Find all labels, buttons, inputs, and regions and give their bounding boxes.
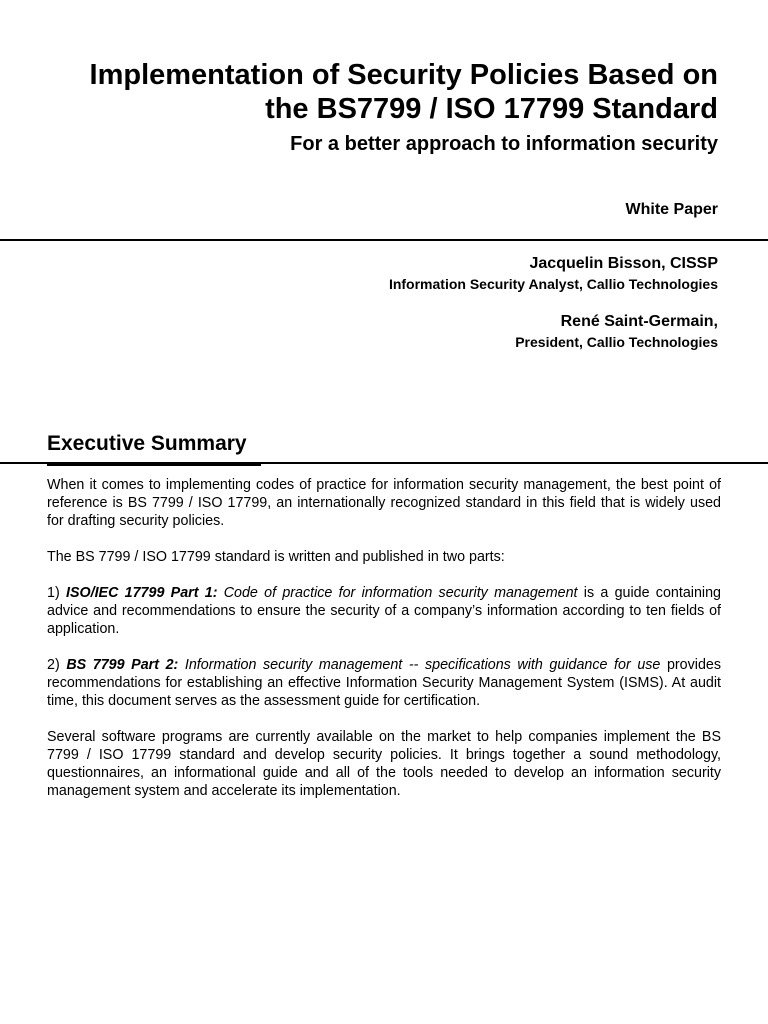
executive-summary-body [47, 476, 721, 818]
section-heading: Executive Summary [47, 432, 247, 455]
title-block [28, 58, 718, 156]
author-role: President, Callio Technologies [515, 334, 718, 350]
list-number: 2) [47, 657, 67, 673]
author-name: René Saint-Germain, [560, 313, 718, 330]
document-title [28, 58, 718, 126]
header-divider [0, 239, 768, 241]
document-type: White Paper [625, 201, 718, 218]
paragraph-1: When it comes to implementing codes of practice for information security management, the best point of reference is BS 7799 / ISO 17799, an internationally recognized standard in this field that is widely used for drafting security policies. [47, 477, 721, 529]
list-number: 1) [47, 585, 66, 601]
title-line-2: the BS7799 / ISO 17799 Standard [265, 93, 718, 125]
author-role: Information Security Analyst, Callio Technologies [388, 276, 718, 292]
standard-title: Information security management -- specifications with guidance for use [178, 657, 661, 673]
standard-reference: ISO/IEC 17799 Part 1: [65, 585, 218, 601]
section-heading-underline [47, 462, 261, 466]
paragraph-text: is a guide containing advice and recommendations to ensure the security of a company’s information according to ten fields of application. [47, 585, 721, 637]
paragraph-4 [47, 656, 721, 710]
title-line-1: Implementation of Security Policies Based on [89, 59, 718, 91]
standard-title: Code of practice for information security management [217, 585, 578, 601]
author-block-1 [389, 254, 718, 293]
author-name: Jacquelin Bisson, CISSP [529, 255, 718, 272]
author-block-2 [515, 312, 718, 351]
paragraph-5: Several software programs are currently available on the market to help companies implement the BS 7799 / ISO 17799 standard and develop security policies. It brings together a sound methodology, questionnaires, an informational guide and all of the tools needed to develop an information security management system and accelerate its implementation. [47, 729, 721, 799]
document-subtitle: For a better approach to information security [290, 133, 718, 155]
standard-reference: BS 7799 Part 2: [66, 657, 179, 673]
paragraph-3 [47, 584, 721, 638]
paragraph-2: The BS 7799 / ISO 17799 standard is written and published in two parts: [47, 549, 505, 565]
paragraph-text: provides recommendations for establishing an effective Information Security Management System (ISMS). At audit time, this document serves as the assessment guide for certification. [47, 657, 722, 709]
